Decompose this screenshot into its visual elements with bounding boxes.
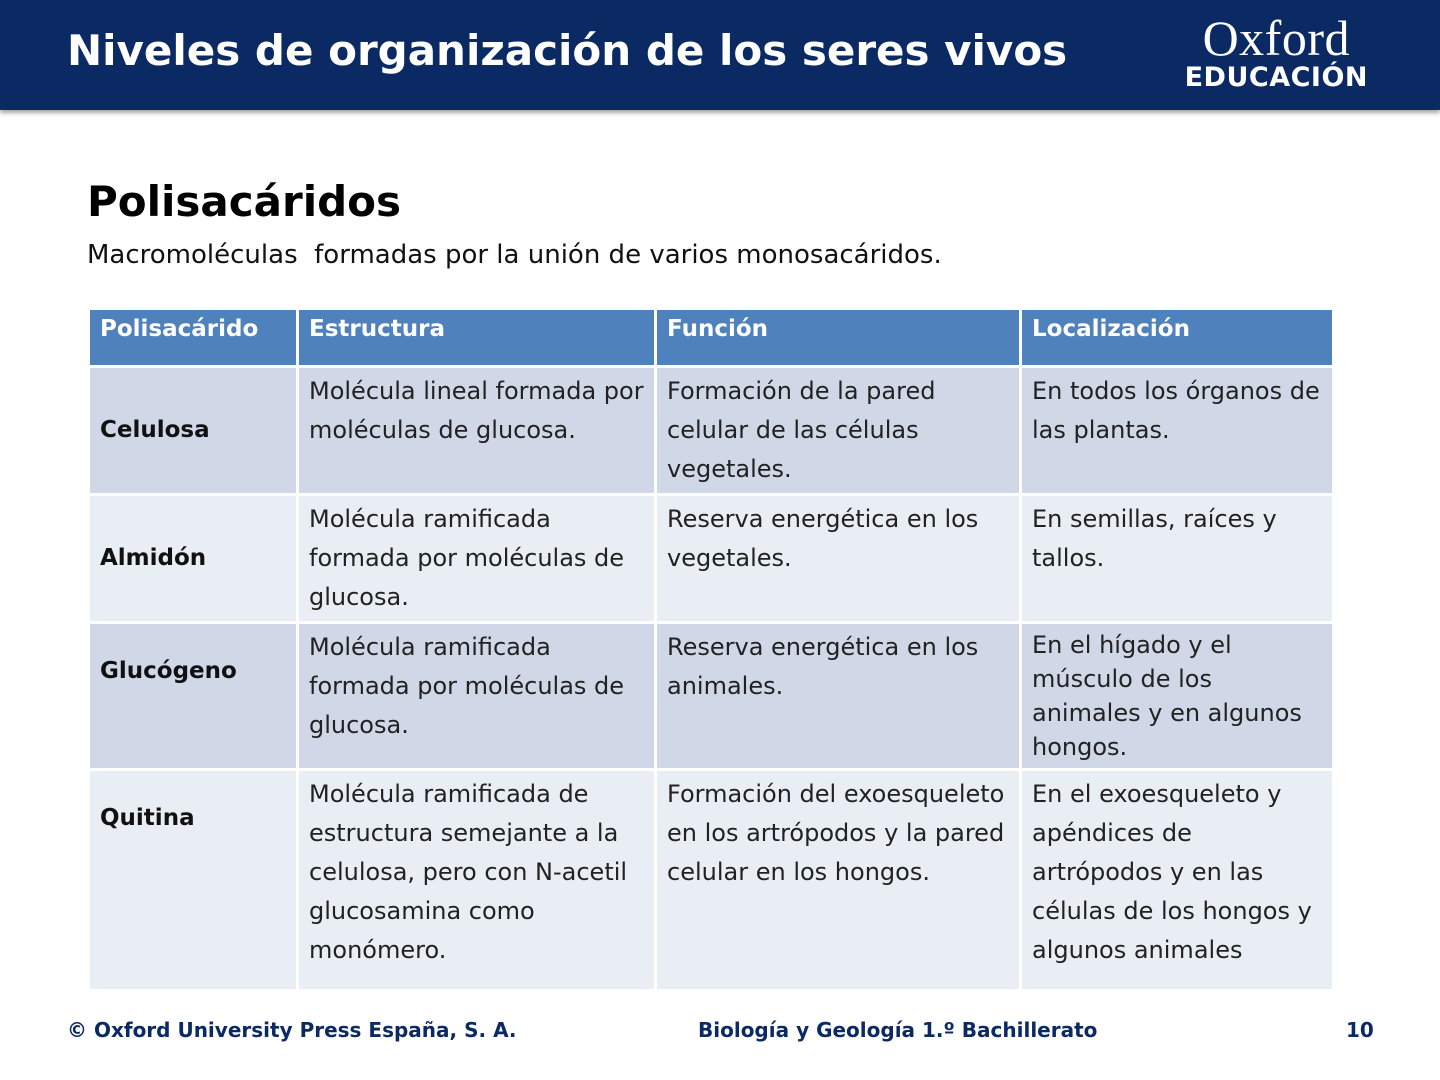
footer-page-number: 10 bbox=[1346, 1018, 1374, 1042]
table-row bbox=[89, 623, 1334, 770]
oxford-logo bbox=[1185, 12, 1368, 92]
footer-course: Biología y Geología 1.º Bachillerato bbox=[698, 1018, 1098, 1042]
row-funcion: Formación de la pared celular de las células vegetales. bbox=[656, 367, 1021, 495]
logo-oxford-text: Oxford bbox=[1202, 10, 1350, 66]
header-bar bbox=[0, 0, 1440, 110]
row-estructura: Molécula ramificada formada por moléculas de glucosa. bbox=[298, 495, 656, 623]
table-row bbox=[89, 367, 1334, 495]
row-funcion: Reserva energética en los vegetales. bbox=[656, 495, 1021, 623]
row-localizacion: En el exoesqueleto y apéndices de artrópodos y en las células de los hongos y algunos animales bbox=[1021, 770, 1334, 991]
header-localizacion: Localización bbox=[1021, 309, 1334, 367]
footer-copyright: © Oxford University Press España, S. A. bbox=[67, 1018, 517, 1042]
header-funcion: Función bbox=[656, 309, 1021, 367]
row-localizacion: En el hígado y el músculo de los animales y en algunos hongos. bbox=[1021, 623, 1334, 770]
section-subtitle: Macromoléculas formadas por la unión de varios monosacáridos. bbox=[87, 240, 942, 270]
table-row bbox=[89, 495, 1334, 623]
row-estructura: Molécula ramificada formada por moléculas de glucosa. bbox=[298, 623, 656, 770]
row-localizacion: En semillas, raíces y tallos. bbox=[1021, 495, 1334, 623]
section-title: Polisacáridos bbox=[87, 177, 402, 226]
header-estructura: Estructura bbox=[298, 309, 656, 367]
row-name: Celulosa bbox=[89, 367, 298, 495]
row-localizacion: En todos los órganos de las plantas. bbox=[1021, 367, 1334, 495]
polysaccharide-table bbox=[87, 307, 1335, 992]
logo-educacion-text: EDUCACIÓN bbox=[1184, 62, 1368, 93]
row-estructura: Molécula lineal formada por moléculas de glucosa. bbox=[298, 367, 656, 495]
row-name: Almidón bbox=[89, 495, 298, 623]
table-header-row bbox=[89, 309, 1334, 367]
header-polisacarido: Polisacárido bbox=[89, 309, 298, 367]
row-funcion: Reserva energética en los animales. bbox=[656, 623, 1021, 770]
row-funcion: Formación del exoesqueleto en los artrópodos y la pared celular en los hongos. bbox=[656, 770, 1021, 991]
row-name: Glucógeno bbox=[89, 623, 298, 770]
row-estructura: Molécula ramificada de estructura semejante a la celulosa, pero con N-acetil glucosamina como monómero. bbox=[298, 770, 656, 991]
page-title: Niveles de organización de los seres vivos bbox=[67, 26, 1068, 75]
table-row bbox=[89, 770, 1334, 991]
row-name: Quitina bbox=[89, 770, 298, 991]
